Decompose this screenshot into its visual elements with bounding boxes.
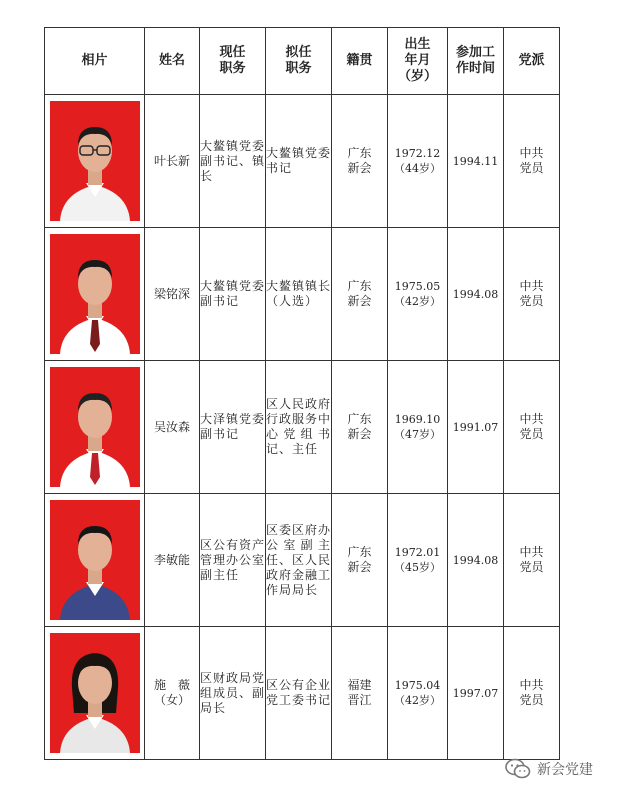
work-start-cell: 1997.07 xyxy=(448,627,504,760)
table-row xyxy=(45,228,560,361)
work-start-cell: 1991.07 xyxy=(448,361,504,494)
candidate-table xyxy=(44,27,560,760)
header-proposed-post: 拟任 职务 xyxy=(266,28,332,95)
birth-cell: 1972.01 （45岁） xyxy=(388,494,448,627)
proposed-post-cell: 大鳌镇镇长（人选） xyxy=(266,228,332,361)
current-post-cell: 区公有资产管理办公室副主任 xyxy=(200,494,266,627)
portrait-photo xyxy=(50,367,140,487)
header-row xyxy=(45,28,560,95)
party-cell: 中共 党员 xyxy=(504,627,560,760)
work-start-cell: 1994.08 xyxy=(448,228,504,361)
proposed-post-cell: 区人民政府行政服务中心党组书记、主任 xyxy=(266,361,332,494)
birth-cell: 1975.04 （42岁） xyxy=(388,627,448,760)
photo-cell xyxy=(45,95,145,228)
portrait-photo xyxy=(50,633,140,753)
watermark xyxy=(505,758,593,780)
table-row xyxy=(45,494,560,627)
photo-cell xyxy=(45,228,145,361)
header-party: 党派 xyxy=(504,28,560,95)
name-cell: 李敏能 xyxy=(145,494,200,627)
proposed-post-cell: 大鳌镇党委书记 xyxy=(266,95,332,228)
birth-cell: 1972.12 （44岁） xyxy=(388,95,448,228)
name-cell: 叶长新 xyxy=(145,95,200,228)
photo-cell xyxy=(45,494,145,627)
header-birth: 出生 年月 （岁） xyxy=(388,28,448,95)
name-cell: 吴汝森 xyxy=(145,361,200,494)
native-cell: 广东 新会 xyxy=(332,361,388,494)
current-post-cell: 大鳌镇党委副书记、镇长 xyxy=(200,95,266,228)
current-post-cell: 大泽镇党委副书记 xyxy=(200,361,266,494)
table-row xyxy=(45,95,560,228)
proposed-post-cell: 区公有企业党工委书记 xyxy=(266,627,332,760)
photo-cell xyxy=(45,361,145,494)
portrait-photo xyxy=(50,101,140,221)
native-cell: 福建 晋江 xyxy=(332,627,388,760)
work-start-cell: 1994.08 xyxy=(448,494,504,627)
header-current-post: 现任 职务 xyxy=(200,28,266,95)
native-cell: 广东 新会 xyxy=(332,95,388,228)
wechat-icon xyxy=(505,758,531,780)
header-work-start: 参加工 作时间 xyxy=(448,28,504,95)
party-cell: 中共 党员 xyxy=(504,228,560,361)
work-start-cell: 1994.11 xyxy=(448,95,504,228)
birth-cell: 1969.10 （47岁） xyxy=(388,361,448,494)
watermark-text: 新会党建 xyxy=(537,762,593,778)
photo-cell xyxy=(45,627,145,760)
table-row xyxy=(45,627,560,760)
portrait-photo xyxy=(50,500,140,620)
native-cell: 广东 新会 xyxy=(332,494,388,627)
party-cell: 中共 党员 xyxy=(504,494,560,627)
header-native: 籍贯 xyxy=(332,28,388,95)
table-row xyxy=(45,361,560,494)
native-cell: 广东 新会 xyxy=(332,228,388,361)
header-photo: 相片 xyxy=(45,28,145,95)
name-cell: 施 薇 （女） xyxy=(145,627,200,760)
header-name: 姓名 xyxy=(145,28,200,95)
portrait-photo xyxy=(50,234,140,354)
current-post-cell: 区财政局党组成员、副局长 xyxy=(200,627,266,760)
name-cell: 梁铭深 xyxy=(145,228,200,361)
birth-cell: 1975.05 （42岁） xyxy=(388,228,448,361)
current-post-cell: 大鳌镇党委副书记 xyxy=(200,228,266,361)
party-cell: 中共 党员 xyxy=(504,361,560,494)
party-cell: 中共 党员 xyxy=(504,95,560,228)
proposed-post-cell: 区委区府办公室副主任、区人民政府金融工作局局长 xyxy=(266,494,332,627)
